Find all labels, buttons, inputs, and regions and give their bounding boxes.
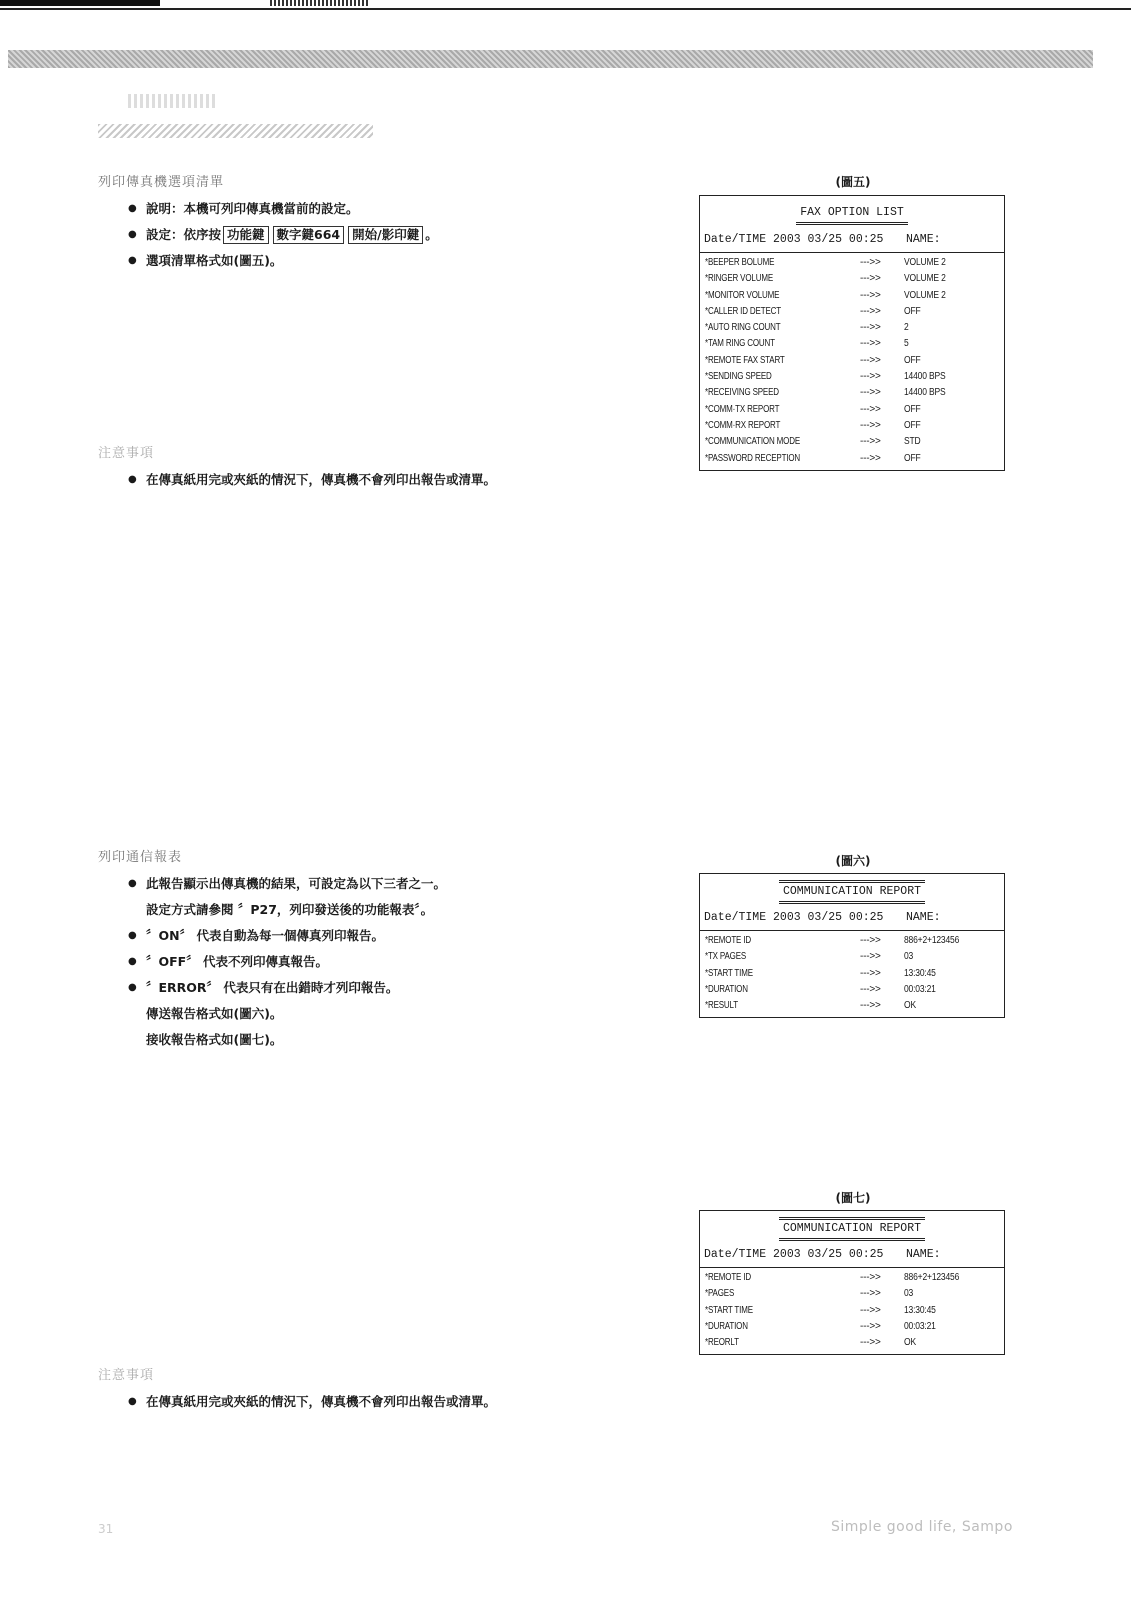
key-start-copy: 開始/影印鍵	[348, 226, 423, 244]
bullet-setting	[128, 222, 438, 248]
notes-1-bullets	[128, 467, 496, 493]
report-row	[700, 403, 1004, 419]
report-row	[700, 386, 1004, 402]
row-arrow: --->>	[860, 387, 881, 399]
row-arrow: --->>	[860, 322, 881, 334]
report-rows	[700, 253, 1004, 470]
row-value: OFF	[904, 419, 921, 431]
row-arrow: --->>	[860, 967, 881, 979]
halftone-banner	[8, 50, 1093, 68]
row-arrow: --->>	[860, 436, 881, 448]
notes-2-bullets	[128, 1389, 496, 1415]
transmit-communication-report	[699, 873, 1005, 1018]
figure-6-label: (圖六)	[835, 854, 871, 868]
report-row	[700, 934, 1004, 950]
comm-line: ● 〞OFF〞 代表不列印傳真報告。	[128, 949, 446, 975]
row-value: 00:03:21	[904, 1320, 936, 1332]
row-value: OFF	[904, 354, 921, 366]
report-datetime: Date/TIME 2003 03/25 00:25	[704, 911, 884, 924]
report-row	[700, 337, 1004, 353]
setting-suffix: 。	[425, 227, 438, 242]
report-row	[700, 354, 1004, 370]
row-arrow: --->>	[860, 338, 881, 350]
report-datetime: Date/TIME 2003 03/25 00:25	[704, 233, 884, 246]
report-row	[700, 1336, 1004, 1352]
bullet-format: ● 選項清單格式如(圖五)。	[128, 248, 438, 274]
row-value: 14400 BPS	[904, 387, 946, 399]
section-title-notes-1: 注意事項	[98, 446, 155, 461]
row-key: *TX PAGES	[705, 951, 747, 963]
key-number-664: 數字鍵664	[273, 226, 345, 244]
report-row	[700, 419, 1004, 435]
faded-heading	[128, 94, 218, 108]
report-row	[700, 1320, 1004, 1336]
section-title-option-list: 列印傳真機選項清單	[98, 175, 225, 190]
row-value: 886+2+123456	[904, 1272, 960, 1283]
section-title-communication-report: 列印通信報表	[98, 850, 183, 865]
row-key: *TAM RING COUNT	[705, 338, 775, 350]
row-arrow: --->>	[860, 1288, 881, 1300]
row-value: VOLUME 2	[904, 257, 946, 268]
comm-line: ● 〞ERROR〞 代表只有在出錯時才列印報告。	[128, 975, 446, 1001]
row-key: *DURATION	[705, 983, 748, 995]
row-key: *REMOTE FAX START	[705, 354, 785, 366]
row-key: *CALLER ID DETECT	[705, 305, 781, 317]
row-value: 886+2+123456	[904, 935, 960, 946]
fax-option-list-report	[699, 195, 1005, 471]
row-key: *REMOTE ID	[705, 1272, 751, 1283]
row-arrow: --->>	[860, 1320, 881, 1332]
row-arrow: --->>	[860, 273, 881, 285]
row-value: STD	[904, 436, 921, 448]
header-bar-barcode	[270, 0, 370, 6]
report-row	[700, 1304, 1004, 1320]
faded-subheading	[98, 124, 373, 138]
row-value: OK	[904, 1000, 916, 1012]
row-arrow: --->>	[860, 1000, 881, 1012]
row-value: OFF	[904, 403, 921, 415]
row-arrow: --->>	[860, 371, 881, 383]
row-arrow: --->>	[860, 354, 881, 366]
row-value: 14400 BPS	[904, 371, 946, 383]
key-function: 功能鍵	[223, 226, 269, 244]
receive-communication-report	[699, 1210, 1005, 1355]
comm-line: 傳送報告格式如(圖六)。	[146, 1006, 283, 1021]
header-bar-dark	[0, 0, 160, 6]
report-row	[700, 452, 1004, 468]
report-rows	[700, 931, 1004, 1017]
report-name-label: NAME:	[906, 911, 941, 924]
report-name-label: NAME:	[906, 1248, 941, 1261]
row-value: 5	[904, 338, 909, 350]
row-arrow: --->>	[860, 983, 881, 995]
report-row	[700, 305, 1004, 321]
row-arrow: --->>	[860, 305, 881, 317]
report-row	[700, 983, 1004, 999]
report-row	[700, 256, 1004, 272]
row-key: *REMOTE ID	[705, 935, 751, 946]
row-key: *PAGES	[705, 1288, 735, 1300]
row-arrow: --->>	[860, 935, 881, 946]
row-value: OFF	[904, 452, 921, 464]
report-rows	[700, 1268, 1004, 1354]
comm-line: ● 此報告顯示出傳真機的結果，可設定為以下三者之一。	[128, 871, 446, 897]
row-key: *BEEPER BOLUME	[705, 257, 775, 268]
row-key: *RINGER VOLUME	[705, 273, 773, 285]
row-arrow: --->>	[860, 1304, 881, 1316]
row-arrow: --->>	[860, 403, 881, 415]
report-row	[700, 1287, 1004, 1303]
row-key: *START TIME	[705, 1304, 753, 1316]
row-value: VOLUME 2	[904, 273, 946, 285]
row-arrow: --->>	[860, 452, 881, 464]
row-key: *REORLT	[705, 1337, 739, 1349]
row-key: *RECEIVING SPEED	[705, 387, 779, 399]
communication-report-bullets	[128, 871, 446, 1053]
setting-prefix: 設定：依序按	[146, 227, 222, 242]
row-value: 2	[904, 322, 909, 334]
report-row	[700, 370, 1004, 386]
section-title-notes-2: 注意事項	[98, 1368, 155, 1383]
row-key: *START TIME	[705, 967, 753, 979]
row-arrow: --->>	[860, 1337, 881, 1349]
row-value: 13:30:45	[904, 1304, 936, 1316]
row-value: 03	[904, 951, 914, 963]
row-value: VOLUME 2	[904, 289, 946, 301]
row-arrow: --->>	[860, 257, 881, 268]
report-row	[700, 999, 1004, 1015]
row-key: *SENDING SPEED	[705, 371, 772, 383]
figure-7-label: (圖七)	[835, 1191, 871, 1205]
bullet-description: ● 說明：本機可列印傳真機當前的設定。	[128, 196, 438, 222]
report-header	[700, 908, 1004, 931]
report-title: FAX OPTION LIST	[796, 204, 908, 225]
report-title: COMMUNICATION REPORT	[779, 1217, 925, 1241]
row-key: *AUTO RING COUNT	[705, 322, 781, 334]
row-value: OK	[904, 1337, 916, 1349]
row-value: 03	[904, 1288, 914, 1300]
report-row	[700, 950, 1004, 966]
report-header	[700, 230, 1004, 253]
row-arrow: --->>	[860, 419, 881, 431]
report-row	[700, 289, 1004, 305]
row-arrow: --->>	[860, 1272, 881, 1283]
comm-line: 設定方式請參閱 〞P27，列印發送後的功能報表〞。	[146, 902, 434, 917]
row-value: OFF	[904, 305, 921, 317]
row-key: *PASSWORD RECEPTION	[705, 452, 801, 464]
report-header	[700, 1245, 1004, 1268]
option-list-bullets	[128, 196, 438, 274]
row-value: 00:03:21	[904, 983, 936, 995]
note-1-item: ● 在傳真紙用完或夾紙的情況下，傳真機不會列印出報告或清單。	[128, 467, 496, 493]
page-number: 31	[98, 1522, 114, 1536]
row-key: *COMMUNICATION MODE	[705, 436, 801, 448]
report-row	[700, 435, 1004, 451]
row-arrow: --->>	[860, 951, 881, 963]
row-arrow: --->>	[860, 289, 881, 301]
comm-line: ● 〞ON〞 代表自動為每一個傳真列印報告。	[128, 923, 446, 949]
report-row	[700, 272, 1004, 288]
header-rule	[0, 8, 1131, 10]
row-value: 13:30:45	[904, 967, 936, 979]
report-row	[700, 321, 1004, 337]
report-datetime: Date/TIME 2003 03/25 00:25	[704, 1248, 884, 1261]
report-row	[700, 967, 1004, 983]
row-key: *RESULT	[705, 1000, 738, 1012]
row-key: *COMM·TX REPORT	[705, 403, 780, 415]
figure-5-label: (圖五)	[835, 175, 871, 189]
brand-slogan: Simple good life, Sampo	[831, 1519, 1013, 1535]
comm-line: 接收報告格式如(圖七)。	[146, 1032, 283, 1047]
report-row	[700, 1271, 1004, 1287]
row-key: *DURATION	[705, 1320, 748, 1332]
row-key: *COMM·RX REPORT	[705, 419, 781, 431]
report-name-label: NAME:	[906, 233, 941, 246]
row-key: *MONITOR VOLUME	[705, 289, 780, 301]
note-2-item: ● 在傳真紙用完或夾紙的情況下，傳真機不會列印出報告或清單。	[128, 1389, 496, 1415]
report-title: COMMUNICATION REPORT	[779, 880, 925, 904]
